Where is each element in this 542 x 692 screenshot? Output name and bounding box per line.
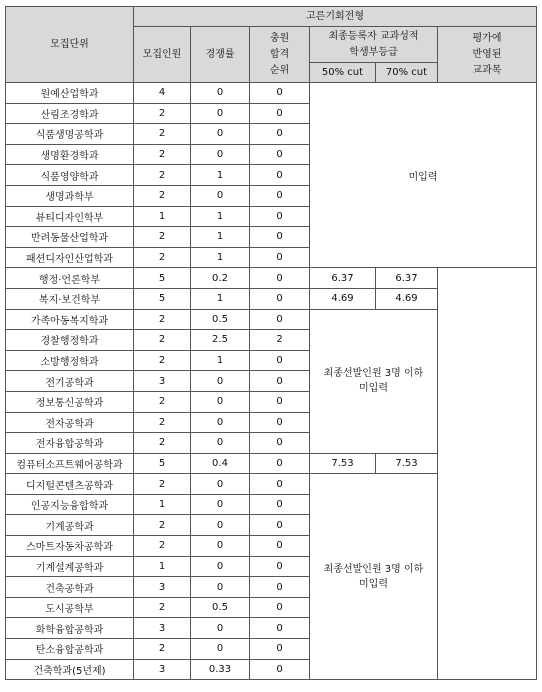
not-entered-note: 미입력 [310,83,537,268]
quota-cell: 2 [134,515,191,536]
rank-cell: 0 [250,597,310,618]
unit-cell: 산림조경학과 [6,103,134,124]
rate-cell: 0 [191,618,250,639]
rate-cell: 0.5 [191,309,250,330]
quota-cell: 2 [134,165,191,186]
quota-cell: 4 [134,83,191,104]
unit-cell: 경찰행정학과 [6,330,134,351]
quota-cell: 1 [134,556,191,577]
rank-cell: 0 [250,185,310,206]
rank-cell: 0 [250,165,310,186]
unit-cell: 소방행정학과 [6,350,134,371]
header-quota: 모집인원 [134,27,191,83]
rate-cell: 0.2 [191,268,250,289]
unit-cell: 복지·보건학부 [6,288,134,309]
rank-cell: 0 [250,474,310,495]
cut50-cell: 4.69 [310,288,376,309]
rate-cell: 1 [191,227,250,248]
rate-cell: 0.33 [191,659,250,680]
rate-cell: 0 [191,185,250,206]
rate-cell: 0 [191,536,250,557]
rate-cell: 0 [191,412,250,433]
quota-cell: 2 [134,144,191,165]
header-subjects [438,27,537,83]
quota-cell: 2 [134,247,191,268]
unit-cell: 정보통신공학과 [6,391,134,412]
rate-cell: 0.5 [191,597,250,618]
unit-cell: 인공지능융합학과 [6,494,134,515]
unit-cell: 뷰티디자인학부 [6,206,134,227]
rank-cell: 0 [250,124,310,145]
rank-cell: 0 [250,309,310,330]
rank-cell: 0 [250,227,310,248]
unit-cell: 탄소융합공학과 [6,639,134,660]
quota-cell: 2 [134,391,191,412]
quota-cell: 2 [134,412,191,433]
unit-cell: 컴퓨터소프트웨어공학과 [6,453,134,474]
quota-cell: 2 [134,474,191,495]
unit-cell: 도시공학부 [6,597,134,618]
unit-cell: 식품영양학과 [6,165,134,186]
rank-cell: 0 [250,556,310,577]
rate-cell: 0 [191,556,250,577]
subjects-cell [438,268,537,680]
rate-cell: 1 [191,288,250,309]
cut70-cell: 7.53 [376,453,438,474]
header-cut50: 50% cut [310,63,376,83]
small-count-note-line: 미입력 [359,383,388,395]
header-subjects-line: 교과목 [472,64,502,76]
rate-cell: 2.5 [191,330,250,351]
header-subjects-line: 반영된 [472,48,502,60]
rate-cell: 0 [191,474,250,495]
rate-cell: 0 [191,144,250,165]
header-group: 고른기회전형 [134,7,537,27]
unit-cell: 건축공학과 [6,577,134,598]
cut50-cell: 6.37 [310,268,376,289]
unit-cell: 생명과학부 [6,185,134,206]
rank-cell: 0 [250,268,310,289]
quota-cell: 2 [134,227,191,248]
rank-cell: 0 [250,371,310,392]
unit-cell: 전기공학과 [6,371,134,392]
quota-cell: 3 [134,618,191,639]
rank-cell: 0 [250,350,310,371]
rate-cell: 0 [191,83,250,104]
unit-cell: 전자융합공학과 [6,433,134,454]
quota-cell: 2 [134,185,191,206]
rank-cell: 0 [250,412,310,433]
rate-cell: 0 [191,494,250,515]
small-count-note-line: 최종선발인원 3명 이하 [323,563,424,575]
rank-cell: 0 [250,536,310,557]
quota-cell: 2 [134,309,191,330]
header-grade-line: 최종등록자 교과성적 [328,30,419,42]
rank-cell: 0 [250,618,310,639]
quota-cell: 2 [134,103,191,124]
admission-results-table-container [5,6,537,680]
header-unit: 모집단위 [6,7,134,83]
rank-cell: 0 [250,247,310,268]
header-rank-line: 순위 [269,64,290,76]
unit-cell: 생명환경학과 [6,144,134,165]
small-count-note [310,309,438,453]
unit-cell: 행정·언론학부 [6,268,134,289]
quota-cell: 5 [134,268,191,289]
rate-cell: 0 [191,371,250,392]
rate-cell: 0 [191,124,250,145]
rank-cell: 0 [250,83,310,104]
unit-cell: 패션디자인산업학과 [6,247,134,268]
rank-cell: 0 [250,391,310,412]
rate-cell: 0.4 [191,453,250,474]
unit-cell: 디지털콘텐츠공학과 [6,474,134,495]
cut70-cell: 4.69 [376,288,438,309]
unit-cell: 건축학과(5년제) [6,659,134,680]
quota-cell: 3 [134,659,191,680]
rank-cell: 0 [250,433,310,454]
rate-cell: 0 [191,103,250,124]
unit-cell: 식품생명공학과 [6,124,134,145]
unit-cell: 가족아동복지학과 [6,309,134,330]
unit-cell: 기계설계공학과 [6,556,134,577]
header-rank-line: 충원 [269,32,290,44]
quota-cell: 5 [134,288,191,309]
table-row [6,268,537,289]
table-row [6,83,537,104]
rate-cell: 1 [191,206,250,227]
unit-cell: 원예산업학과 [6,83,134,104]
rank-cell: 0 [250,639,310,660]
rank-cell: 0 [250,103,310,124]
rank-cell: 0 [250,144,310,165]
rank-cell: 2 [250,330,310,351]
header-rank-line: 합격 [269,48,290,60]
rank-cell: 0 [250,206,310,227]
rank-cell: 0 [250,288,310,309]
quota-cell: 2 [134,639,191,660]
unit-cell: 화학융합공학과 [6,618,134,639]
quota-cell: 2 [134,433,191,454]
small-count-note-line: 최종선발인원 3명 이하 [323,368,424,380]
quota-cell: 5 [134,453,191,474]
header-subjects-line: 평가에 [472,32,502,44]
rank-cell: 0 [250,494,310,515]
quota-cell: 1 [134,494,191,515]
rank-cell: 0 [250,453,310,474]
quota-cell: 2 [134,350,191,371]
quota-cell: 2 [134,597,191,618]
rate-cell: 1 [191,350,250,371]
rate-cell: 0 [191,391,250,412]
header-rank [250,27,310,83]
header-cut70: 70% cut [376,63,438,83]
quota-cell: 2 [134,536,191,557]
unit-cell: 기계공학과 [6,515,134,536]
rate-cell: 0 [191,515,250,536]
quota-cell: 2 [134,330,191,351]
header-grade-line: 학생부등급 [349,46,398,58]
header-rate: 경쟁률 [191,27,250,83]
rank-cell: 0 [250,515,310,536]
quota-cell: 1 [134,206,191,227]
small-count-note [310,474,438,680]
quota-cell: 3 [134,371,191,392]
rate-cell: 0 [191,639,250,660]
rate-cell: 0 [191,577,250,598]
small-count-note-line: 미입력 [359,578,388,590]
rank-cell: 0 [250,659,310,680]
unit-cell: 전자공학과 [6,412,134,433]
rank-cell: 0 [250,577,310,598]
quota-cell: 2 [134,124,191,145]
rate-cell: 0 [191,433,250,454]
cut50-cell: 7.53 [310,453,376,474]
rate-cell: 1 [191,165,250,186]
quota-cell: 3 [134,577,191,598]
unit-cell: 반려동물산업학과 [6,227,134,248]
unit-cell: 스마트자동차공학과 [6,536,134,557]
header-grade [310,27,438,63]
admission-results-table [5,6,537,680]
cut70-cell: 6.37 [376,268,438,289]
rate-cell: 1 [191,247,250,268]
